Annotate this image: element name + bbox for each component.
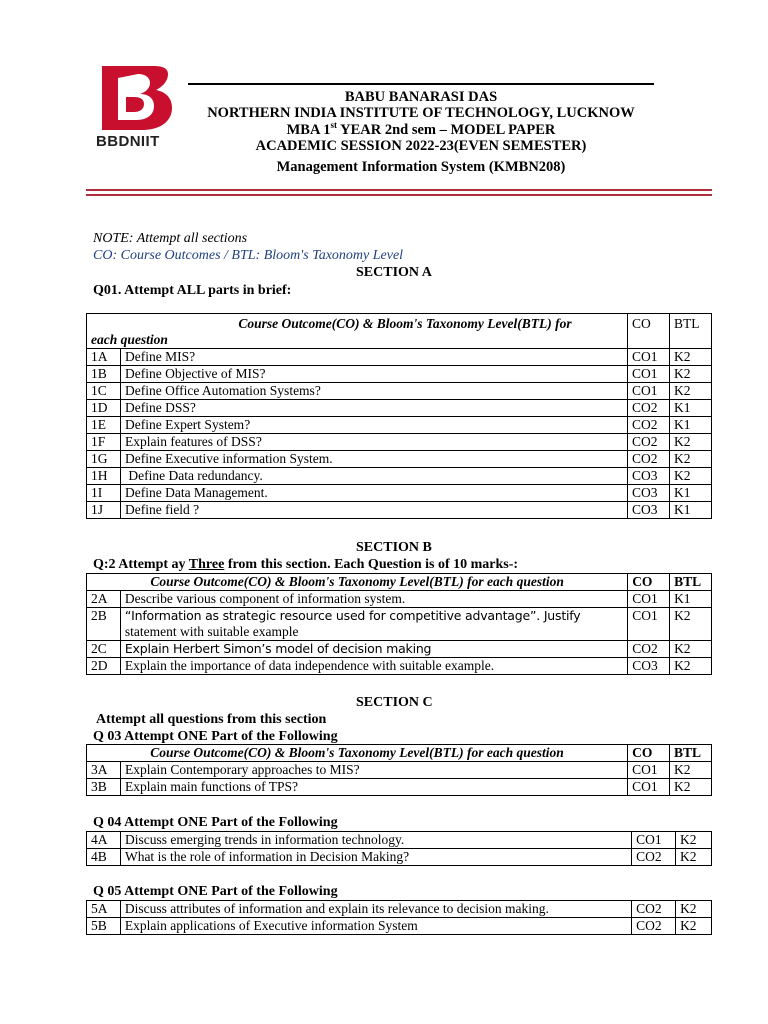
table-header-row <box>87 574 712 591</box>
q04-table <box>86 831 712 866</box>
table-row: 1I Define Data Management. CO3 K1 <box>87 485 712 502</box>
note-text: NOTE: Attempt all sections <box>93 231 248 246</box>
table-row: 5B Explain applications of Executive information System CO2 K2 <box>87 918 712 935</box>
table-header-desc: Course Outcome(CO) & Bloom's Taxonomy Level(BTL) for each question <box>87 574 628 591</box>
institute-name-line2: NORTHERN INDIA INSTITUTE OF TECHNOLOGY, LUCKNOW <box>207 105 635 121</box>
table-row: 1F Explain features of DSS? CO2 K2 <box>87 434 712 451</box>
table-row: 5A Discuss attributes of information and explain its relevance to decision making. CO2 K2 <box>87 901 712 918</box>
section-c-title: SECTION C <box>356 695 433 710</box>
section-c-intro: Attempt all questions from this section <box>96 712 327 727</box>
logo-wordmark: BBDNIIT <box>96 133 160 150</box>
section-a-title: SECTION A <box>356 265 432 280</box>
section-a-table <box>86 313 712 519</box>
header-rule-1 <box>86 189 712 191</box>
legend-text: CO: Course Outcomes / BTL: Bloom's Taxonomy Level <box>93 248 404 263</box>
table-header-row <box>87 745 712 762</box>
q05-table <box>86 900 712 935</box>
table-row: 1B Define Objective of MIS? CO1 K2 <box>87 366 712 383</box>
table-row: 2C Explain Herbert Simon’s model of decision making CO2 K2 <box>87 641 712 658</box>
q03-table <box>86 744 712 796</box>
table-row: 4A Discuss emerging trends in information technology. CO1 K2 <box>87 832 712 849</box>
subject-title: Management Information System (KMBN208) <box>276 159 566 175</box>
table-header-btl: BTL <box>670 745 712 762</box>
table-header-co: CO <box>628 574 670 591</box>
table-row: 2B “Information as strategic resource used for competitive advantage”. Justify statement with suitable example CO1 K2 <box>87 608 712 641</box>
table-row: 4B What is the role of information in Decision Making? CO2 K2 <box>87 849 712 866</box>
table-row: 1A Define MIS? CO1 K2 <box>87 349 712 366</box>
table-row: 2A Describe various component of information system. CO1 K1 <box>87 591 712 608</box>
header-rule-2 <box>86 194 712 196</box>
table-header-desc: Course Outcome(CO) & Bloom's Taxonomy Level(BTL) for each question <box>87 314 628 349</box>
table-header-co: CO <box>628 314 670 349</box>
q03-title: Q 03 Attempt ONE Part of the Following <box>93 729 338 744</box>
header-top-line <box>188 83 654 85</box>
table-row: 3B Explain main functions of TPS? CO1 K2 <box>87 779 712 796</box>
q05-title: Q 05 Attempt ONE Part of the Following <box>93 884 338 899</box>
table-row: 1G Define Executive information System. CO2 K2 <box>87 451 712 468</box>
q04-title: Q 04 Attempt ONE Part of the Following <box>93 815 338 830</box>
table-row: 2D Explain the importance of data independence with suitable example. CO3 K2 <box>87 658 712 675</box>
table-header-btl: BTL <box>670 574 712 591</box>
table-header-row <box>87 314 712 349</box>
session-line: ACADEMIC SESSION 2022-23(EVEN SEMESTER) <box>255 138 587 154</box>
q01-title: Q01. Attempt ALL parts in brief: <box>93 283 292 298</box>
table-row: 1E Define Expert System? CO2 K1 <box>87 417 712 434</box>
q2-title: Q:2 Attempt ay Three from this section. Each Question is of 10 marks-: <box>93 557 519 572</box>
table-header-btl: BTL <box>670 314 712 349</box>
table-row: 1J Define field ? CO3 K1 <box>87 502 712 519</box>
table-row: 3A Explain Contemporary approaches to MIS? CO1 K2 <box>87 762 712 779</box>
institute-name-line1: BABU BANARASI DAS <box>344 89 498 105</box>
section-b-table <box>86 573 712 675</box>
table-row: 1C Define Office Automation Systems? CO1 K2 <box>87 383 712 400</box>
program-line: MBA 1st YEAR 2nd sem – MODEL PAPER <box>286 120 556 138</box>
table-header-desc: Course Outcome(CO) & Bloom's Taxonomy Level(BTL) for each question <box>87 745 628 762</box>
table-row: 1D Define DSS? CO2 K1 <box>87 400 712 417</box>
table-row: 1H Define Data redundancy. CO3 K2 <box>87 468 712 485</box>
table-header-co: CO <box>628 745 670 762</box>
section-b-title: SECTION B <box>356 540 432 555</box>
